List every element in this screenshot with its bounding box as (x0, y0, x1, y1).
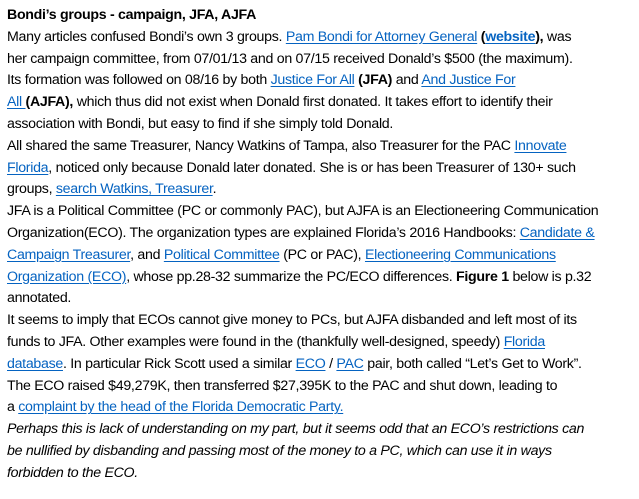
text-run: . (212, 181, 217, 198)
text-run: pair, both called “Let’s Get to Work”. (363, 355, 582, 372)
link-political-committee[interactable]: Political Committee (163, 246, 280, 263)
text-run: below is p.32 (508, 268, 592, 285)
text-run: groups, (7, 181, 56, 198)
text-run: association with Bondi, but easy to find if she simply told Donald. (7, 115, 394, 132)
text-line (7, 179, 633, 201)
text-run: , noticed only because Donald later donated. She is or has been Treasurer of 130+ such (48, 159, 576, 176)
text-line (7, 70, 633, 92)
text-line (7, 27, 633, 49)
text-line (7, 136, 633, 158)
text-run: ( (480, 28, 486, 45)
text-line (7, 310, 633, 332)
link-florida[interactable]: Florida (7, 159, 49, 176)
text-line (7, 441, 633, 463)
link-innovate[interactable]: Innovate (514, 137, 567, 154)
text-line (7, 288, 633, 310)
text-line (7, 158, 633, 180)
link-campaign-treasurer[interactable]: Campaign Treasurer (7, 246, 131, 263)
text-line (7, 376, 633, 398)
text-run: Bondi’s groups - campaign, JFA, AJFA (7, 7, 257, 23)
link-florida[interactable]: Florida (503, 333, 545, 350)
text-run: JFA is a Political Committee (PC or commonly PAC), but AJFA is an Electioneering Communication (7, 203, 599, 220)
text-run: her campaign committee, from 07/01/13 and on 07/15 received Donald’s $500 (the maximum). (7, 50, 573, 67)
link-electioneering-communications[interactable]: Electioneering Communications (364, 246, 556, 263)
text-run: Perhaps this is lack of understanding on my part, but it seems odd that an ECO’s restrictions can (7, 421, 585, 438)
text-line (7, 419, 633, 441)
text-run: was (543, 28, 572, 45)
text-line (7, 354, 633, 376)
text-run: / (325, 355, 337, 372)
link-database[interactable]: database (7, 355, 63, 372)
text-line (7, 463, 633, 485)
text-run: All shared the same Treasurer, Nancy Watkins of Tampa, also Treasurer for the PAC (7, 137, 515, 154)
text-line (7, 332, 633, 354)
text-line (7, 92, 633, 114)
link-eco[interactable]: ECO (295, 355, 326, 372)
text-line (7, 267, 633, 289)
link-all[interactable]: All (7, 94, 26, 111)
link-and-justice-for[interactable]: And Justice For (421, 72, 516, 89)
text-run: , and (130, 246, 164, 263)
text-line (7, 49, 633, 71)
text-run: funds to JFA. Other examples were found in the (thankfully well-designed, speedy) (7, 333, 504, 350)
text-run: (JFA) (358, 72, 393, 89)
text-line (7, 223, 633, 245)
text-run: annotated. (7, 290, 72, 307)
text-run: ), (535, 28, 544, 45)
text-run: (PC or PAC), (279, 246, 365, 263)
text-line (7, 114, 633, 136)
link-justice-for-all[interactable]: Justice For All (270, 72, 355, 89)
text-run: The ECO raised $49,279K, then transferred $27,395K to the PAC and shut down, leading to (7, 377, 558, 394)
text-line (7, 397, 633, 419)
text-run: which thus did not exist when Donald first donated. It takes effort to identify their (73, 94, 553, 111)
text-run: and (392, 72, 422, 89)
page-title (7, 5, 633, 27)
text-run: forbidden to the ECO. (7, 464, 138, 481)
link-organization-eco[interactable]: Organization (ECO) (7, 268, 127, 285)
text-run: a (7, 399, 19, 416)
link-pam-bondi-for-attorney-general[interactable]: Pam Bondi for Attorney General (285, 28, 478, 45)
text-line (7, 201, 633, 223)
text-run: be nullified by disbanding and passing most of the money to a PC, which can use it in ways (7, 442, 552, 459)
text-run: (AJFA), (25, 94, 74, 111)
link-candidate[interactable]: Candidate & (519, 224, 595, 241)
link-website[interactable]: website (485, 28, 536, 45)
link-search-watkins-treasurer[interactable]: search Watkins, Treasurer (55, 181, 213, 198)
link-complaint-by-the-head-of-the-florida-democratic-party[interactable]: complaint by the head of the Florida Democratic Party. (18, 399, 344, 416)
text-run: Organization(ECO). The organization types are explained Florida’s 2016 Handbooks: (7, 224, 520, 241)
text-run: , whose pp.28-32 summarize the PC/ECO differences. (126, 268, 457, 285)
text-run: It seems to imply that ECOs cannot give money to PCs, but AJFA disbanded and left most of its (7, 312, 577, 329)
text-run: Its formation was followed on 08/16 by both (7, 72, 271, 89)
text-run: Many articles confused Bondi’s own 3 groups. (7, 28, 286, 45)
text-line (7, 245, 633, 267)
text-run: Figure 1 (456, 268, 509, 285)
link-pac[interactable]: PAC (336, 355, 364, 372)
text-run: . In particular Rick Scott used a similar (62, 355, 296, 372)
